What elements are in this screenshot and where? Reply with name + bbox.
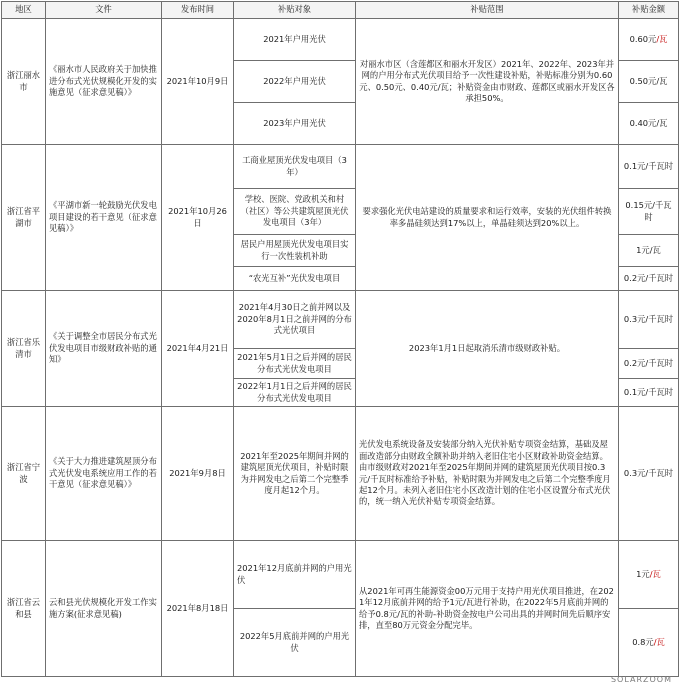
date-cell: 2021年9月8日 — [162, 407, 234, 541]
table-row — [2, 407, 679, 541]
object-cell: 居民户用屋顶光伏发电项目实行一次性装机补助 — [234, 235, 356, 267]
scope-cell: 从2021年可再生能源资金00万元用于支持户用光伏项目推进，在2021年12月底前并网的给予1元/瓦进行补助，在2022年5月底前并网的给予0.8元/瓦的补助-补助资金按电户公司出具的并网时间先后顺序安排，直至80万元资金分配完毕。 — [356, 541, 619, 677]
file-cell: 《关于调整全市居民分布式光伏发电项目市级财政补贴的通知》 — [46, 291, 162, 407]
object-cell: “农光互补”光伏发电项目 — [234, 267, 356, 291]
date-cell: 2021年10月26日 — [162, 145, 234, 291]
amount-cell: 0.40元/瓦 — [619, 103, 679, 145]
header-region: 地区 — [2, 2, 46, 19]
amount-cell: 0.1元/千瓦时 — [619, 145, 679, 189]
object-cell: 2021年至2025年期间并网的建筑屋顶光伏项目，补贴时限为并网发电之后第二个完整季度月起12个月。 — [234, 407, 356, 541]
file-cell: 《关于大力推进建筑屋顶分布式光伏发电系统应用工作的若干意见（征求意见稿）》 — [46, 407, 162, 541]
region-cell: 浙江省云和县 — [2, 541, 46, 677]
date-cell: 2021年8月18日 — [162, 541, 234, 677]
amount-cell: 0.3元/千瓦时 — [619, 291, 679, 349]
object-cell: 2021年户用光伏 — [234, 19, 356, 61]
file-cell: 云和县光伏规模化开发工作实施方案(征求意见稿) — [46, 541, 162, 677]
file-cell: 《平湖市新一轮鼓励光伏发电项目建设的若干意见（征求意见稿）》 — [46, 145, 162, 291]
amount-cell: 1元/瓦 — [619, 235, 679, 267]
amount-cell: 0.2元/千瓦时 — [619, 267, 679, 291]
table-row — [2, 291, 679, 349]
region-cell: 浙江省乐清市 — [2, 291, 46, 407]
amount-cell: 0.50元/瓦 — [619, 61, 679, 103]
table-row — [2, 145, 679, 189]
date-cell: 2021年4月21日 — [162, 291, 234, 407]
object-cell: 工商业屋顶光伏发电项目（3年） — [234, 145, 356, 189]
header-row — [2, 2, 679, 19]
amount-value: 1元 — [636, 568, 650, 579]
amount-cell: 0.15元/千瓦时 — [619, 189, 679, 235]
object-cell: 2022年1月1日之后并网的居民分布式光伏发电项目 — [234, 379, 356, 407]
amount-unit: /瓦 — [653, 636, 665, 647]
scope-cell: 要求强化光伏电站建设的质量要求和运行效率，安装的光伏组件转换率多晶硅须达到17%以上，单晶硅须达到20%以上。 — [356, 145, 619, 291]
amount-value: 0.60元 — [629, 33, 657, 44]
amount-unit: /瓦 — [649, 568, 661, 579]
header-date: 发布时间 — [162, 2, 234, 19]
subsidy-policy-table — [1, 1, 679, 677]
header-object: 补贴对象 — [234, 2, 356, 19]
table-row — [2, 541, 679, 609]
amount-cell — [619, 19, 679, 61]
scope-cell: 光伏发电系统设备及安装部分纳入光伏补贴专项资金结算，基础及屋面改造部分由财政全额补助并纳入老旧住宅小区财政补助资金结算。由市级财政对2021年至2025年期间并网的建筑屋顶光伏项目按0.3元/千瓦时标准给予补贴，补贴时限为并网发电之后第二个完整季度月起12个月。未列入老旧住宅小区改造计划的住宅小区设置分布式光伏的，统一纳入光伏补贴专项资金结算。 — [356, 407, 619, 541]
object-cell: 学校、医院、党政机关和村（社区）等公共建筑屋顶光伏发电项目（3年） — [234, 189, 356, 235]
amount-cell: 0.2元/千瓦时 — [619, 349, 679, 379]
amount-cell — [619, 541, 679, 609]
amount-unit: /瓦 — [656, 33, 668, 44]
table-row — [2, 19, 679, 61]
scope-cell: 2023年1月1日起取消乐清市级财政补贴。 — [356, 291, 619, 407]
date-cell: 2021年10月9日 — [162, 19, 234, 145]
amount-value: 0.8元 — [632, 636, 654, 647]
solarzoom-watermark: SOLARZOOM — [610, 675, 672, 684]
region-cell: 浙江丽水市 — [2, 19, 46, 145]
object-cell: 2021年5月1日之后并网的居民分布式光伏发电项目 — [234, 349, 356, 379]
amount-cell: 0.3元/千瓦时 — [619, 407, 679, 541]
object-cell: 2023年户用光伏 — [234, 103, 356, 145]
amount-cell — [619, 609, 679, 677]
object-cell: 2022年户用光伏 — [234, 61, 356, 103]
region-cell: 浙江省平湖市 — [2, 145, 46, 291]
amount-cell: 0.1元/千瓦时 — [619, 379, 679, 407]
region-cell: 浙江省宁波 — [2, 407, 46, 541]
header-scope: 补贴范围 — [356, 2, 619, 19]
scope-cell: 对丽水市区（含莲都区和丽水开发区）2021年、2022年、2023年并网的户用分布式光伏项目给予一次性建设补贴，补贴标准分别为0.60元、0.50元、0.40元/瓦；补贴资金由市财政、莲都区或丽水开发区各承担50%。 — [356, 19, 619, 145]
object-cell: 2022年5月底前并网的户用光伏 — [234, 609, 356, 677]
header-amount: 补贴金额 — [619, 2, 679, 19]
header-file: 文件 — [46, 2, 162, 19]
object-cell: 2021年4月30日之前并网以及2020年8月1日之前并网的分布式光伏项目 — [234, 291, 356, 349]
file-cell: 《丽水市人民政府关于加快推进分布式光伏规模化开发的实施意见（征求意见稿）》 — [46, 19, 162, 145]
object-cell: 2021年12月底前并网的户用光伏 — [234, 541, 356, 609]
